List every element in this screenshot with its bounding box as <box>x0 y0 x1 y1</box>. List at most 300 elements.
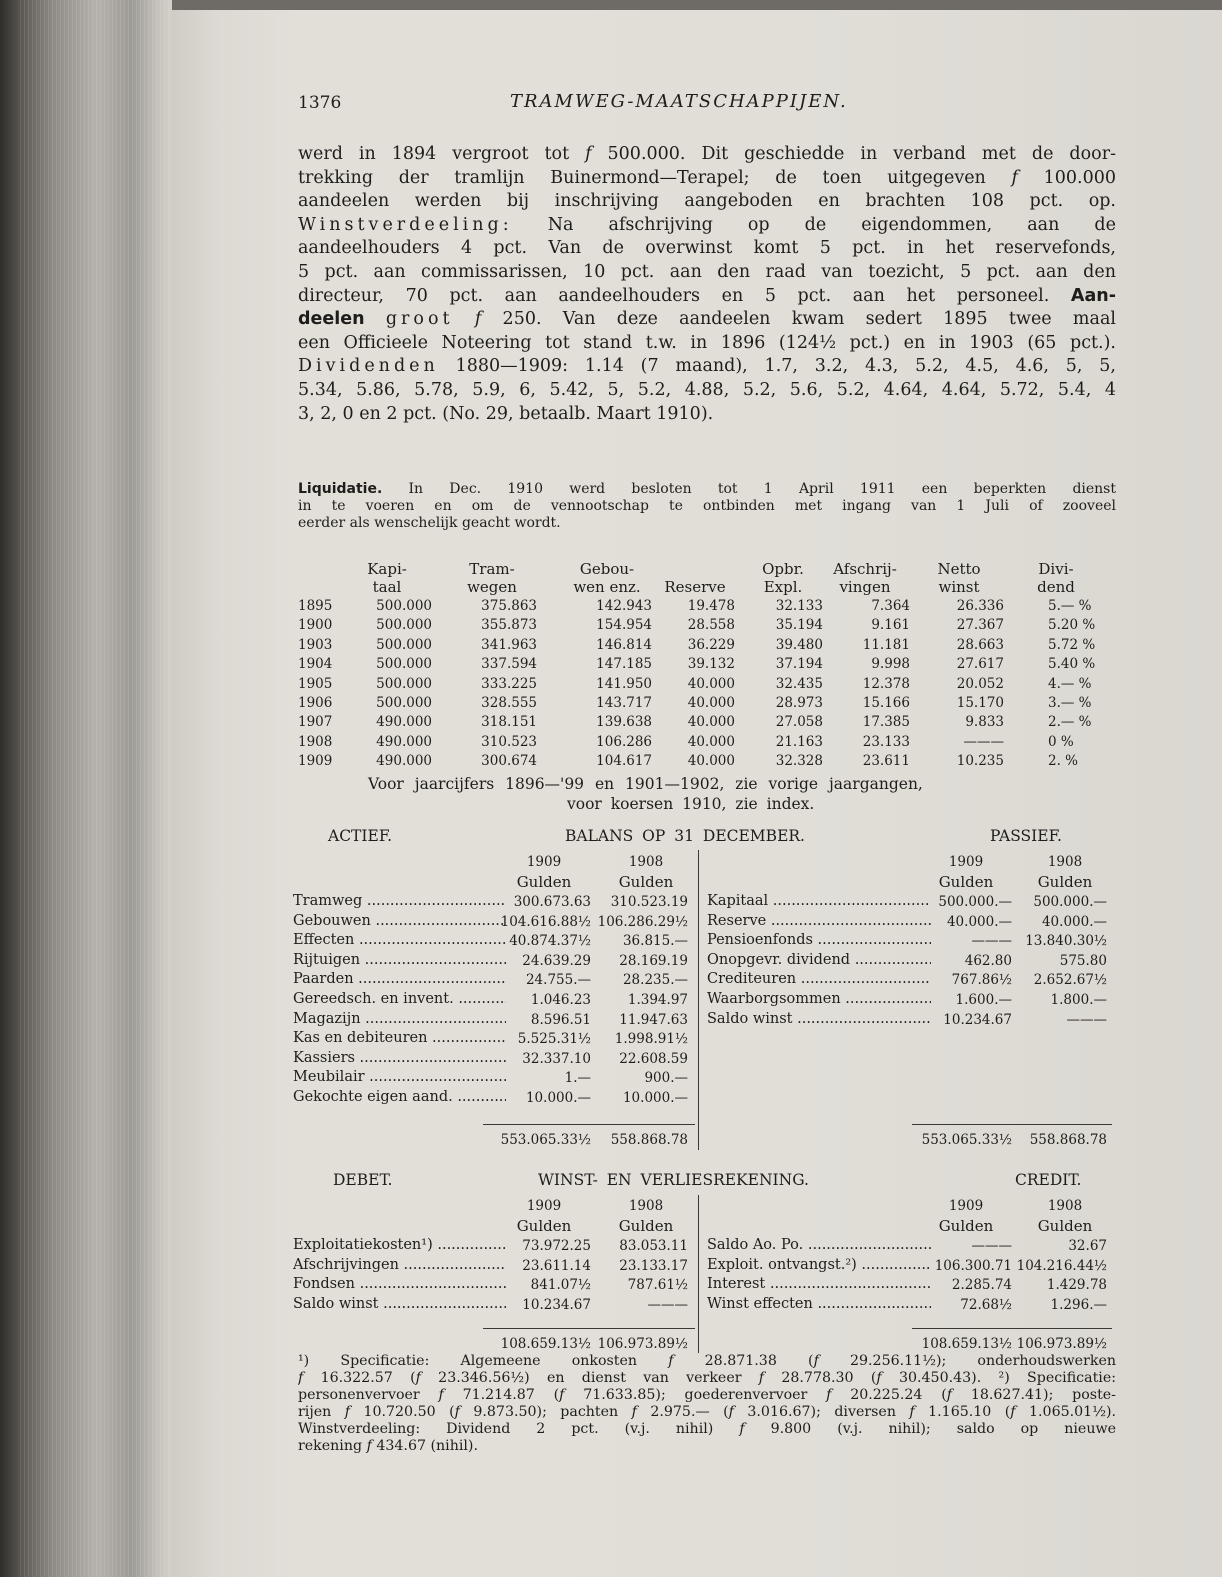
left-heading: ACTIEF. <box>328 827 393 845</box>
column-header: Gebou- <box>579 560 635 578</box>
text-run: f <box>909 1404 915 1420</box>
table-cell: 9.161 <box>871 617 910 634</box>
text-line <box>298 481 1116 498</box>
text-line <box>298 515 1116 532</box>
column-header: vingen <box>839 578 891 596</box>
text-run: een Officieele Noteering tot stand t.w. in 1896 (124½ pct.) en in 1903 (65 pct.). <box>298 332 1116 353</box>
table-cell: 5.72 % <box>1048 636 1096 653</box>
table-cell: 5.20 % <box>1048 617 1096 634</box>
account-label: Crediteuren ..... <box>707 971 931 987</box>
intro-paragraph <box>298 143 1116 426</box>
amount-1909: 5.525.31½ <box>517 1031 591 1048</box>
account-label: Gebouwen ..... <box>293 913 506 929</box>
total: 558.868.78 <box>1029 1132 1107 1148</box>
amount-1909: 24.755.— <box>525 972 591 989</box>
column-header: winst <box>938 578 980 596</box>
amount-1908: 83.053.11 <box>619 1238 688 1254</box>
account-label: Magazijn ..... <box>293 1011 506 1027</box>
table-cell: 500.000 <box>376 695 432 711</box>
text-run: 5.34, 5.86, 5.78, 5.9, 6, 5.42, 5, 5.2, 4.88, 5.2, 5.6, 5.2, 4.64, 4.64, 5.72, 5.4, 4 <box>298 379 1116 400</box>
text-line <box>298 214 1116 238</box>
text-run: f <box>344 1404 350 1420</box>
amount-1908: 1.998.91½ <box>614 1031 688 1048</box>
unit-header: Gulden <box>1037 873 1093 891</box>
amount-1909: 10.000.— <box>525 1090 591 1106</box>
table-cell: 9.998 <box>871 656 910 673</box>
column-header: Afschrij- <box>833 560 897 578</box>
amount-1909: 767.86½ <box>951 972 1012 989</box>
text-run: 100.000 <box>1017 167 1116 188</box>
account-label: Meubilair ..... <box>293 1069 506 1085</box>
table-cell: 23.133 <box>862 733 910 750</box>
text-run: 18.627.41); poste- <box>952 1387 1116 1403</box>
unit-header: Gulden <box>516 873 572 891</box>
text-run: 20.225.24 ( <box>831 1387 947 1403</box>
footnote-line <box>298 1353 1116 1370</box>
table-cell: 310.523 <box>481 733 537 750</box>
text-run: 3.016.67); diversen <box>733 1404 910 1420</box>
total: 553.065.33½ <box>500 1132 591 1148</box>
total-rule <box>483 1328 695 1329</box>
unit-header: Gulden <box>618 873 674 891</box>
table-cell: 500.000 <box>376 675 432 692</box>
table-cell: 35.194 <box>775 617 823 634</box>
amount-1908: 1.394.97 <box>627 992 688 1008</box>
table-cell: 5.— % <box>1048 598 1092 614</box>
text-run <box>365 309 386 329</box>
table-cell: 9.833 <box>965 714 1004 731</box>
account-label: Winst effecten ..... <box>707 1296 931 1312</box>
footnote-line <box>298 1404 1116 1421</box>
amount-1908: 40.000.— <box>1041 913 1107 930</box>
page-number: 1376 <box>298 93 342 113</box>
footnote-line <box>298 1387 1116 1404</box>
text-run: In Dec. 1910 werd besloten tot 1 April 1911 een beperkten dienst <box>382 481 1116 497</box>
amount-1909: 106.300.71 <box>934 1257 1012 1274</box>
table-cell: 318.151 <box>481 714 537 731</box>
unit-header: Gulden <box>1037 1217 1093 1235</box>
row-year: 1903 <box>298 636 333 653</box>
book-spine <box>0 0 175 1577</box>
amount-1908: 1.429.78 <box>1046 1277 1107 1294</box>
amount-1908: 11.947.63 <box>619 1011 688 1028</box>
text-run: 500.000. Dit geschiedde in verband met de door- <box>591 144 1116 164</box>
table-cell: 375.863 <box>481 598 537 614</box>
amount-1908: 22.608.59 <box>619 1050 688 1067</box>
amount-1908: 1.800.— <box>1050 992 1107 1008</box>
text-run: werd in 1894 vergroot tot <box>298 144 586 164</box>
text-run: f <box>474 309 482 330</box>
text-run: f <box>1010 1404 1016 1420</box>
table-cell: 355.873 <box>481 617 537 634</box>
table-cell: 328.555 <box>481 695 537 711</box>
table-cell: 154.954 <box>596 617 652 634</box>
table-cell: 32.328 <box>775 753 823 770</box>
account-label: Interest ..... <box>707 1276 931 1292</box>
column-header: Kapi- <box>367 560 407 578</box>
text-run: Aan- <box>1070 285 1116 306</box>
text-run: f <box>739 1421 745 1437</box>
amount-1909: 10.234.67 <box>522 1296 591 1313</box>
amount-1908: 28.169.19 <box>619 952 688 969</box>
text-run: aandeelen werden bij inschrijving aangeboden en brachten 108 pct. op. <box>298 191 1116 212</box>
total-rule <box>483 1124 695 1125</box>
text-run: 5 pct. aan commissarissen, 10 pct. aan den raad van toezicht, 5 pct. aan den <box>298 261 1116 282</box>
account-label: Exploitatiekosten¹) ..... <box>293 1237 506 1253</box>
account-label: Kassiers ..... <box>293 1050 506 1066</box>
amount-1909: ——— <box>971 933 1012 950</box>
unit-header: Gulden <box>618 1217 674 1235</box>
amount-1909: 462.80 <box>964 952 1012 969</box>
text-run: 71.214.87 ( <box>443 1387 560 1403</box>
amount-1909: 1.600.— <box>955 992 1012 1008</box>
amount-1908: 10.000.— <box>622 1090 688 1106</box>
text-run: 434.67 (nihil). <box>371 1438 478 1454</box>
text-run: 29.256.11½); onderhoudswerken <box>818 1353 1116 1369</box>
amount-1908: 104.216.44½ <box>1016 1257 1107 1274</box>
text-run: 28.778.30 ( <box>764 1370 877 1386</box>
center-divider <box>698 850 699 1150</box>
table-cell: 341.963 <box>481 636 537 653</box>
text-run: 1880—1909: 1.14 (7 maand), 1.7, 3.2, 4.3, 5.2, 4.5, 4.6, 5, 5, <box>438 356 1116 377</box>
text-run: deelen <box>298 309 365 330</box>
text-line <box>298 261 1116 285</box>
text-run: f <box>585 144 592 164</box>
year-header: 1908 <box>1047 1198 1083 1214</box>
account-label: Kas en debiteuren ..... <box>293 1030 506 1046</box>
table-cell: 39.132 <box>687 656 735 673</box>
text-line <box>298 403 1116 427</box>
amount-1909: 10.234.67 <box>943 1011 1012 1028</box>
text-run: eerder als wenschelijk geacht wordt. <box>298 515 561 531</box>
row-year: 1895 <box>298 598 333 614</box>
table-cell: 32.435 <box>775 675 823 692</box>
table-cell: 40.000 <box>687 675 735 692</box>
page-top-edge <box>172 0 1222 10</box>
text-run: 16.322.57 ( <box>303 1370 416 1386</box>
row-year: 1909 <box>298 753 333 770</box>
amount-1909: 23.611.14 <box>522 1257 591 1274</box>
text-run: trekking der tramlijn Buinermond—Terapel; de toen uitgegeven <box>298 167 1012 188</box>
text-line <box>298 167 1116 191</box>
account-label: Onopgevr. dividend ..... <box>707 952 931 968</box>
text-run: f <box>728 1404 734 1420</box>
text-run: 9.873.50); pachten <box>459 1404 632 1420</box>
table-cell: 40.000 <box>687 714 735 731</box>
text-run: 2.975.— ( <box>636 1404 729 1420</box>
table-cell: 5.40 % <box>1048 656 1096 673</box>
row-year: 1906 <box>298 695 333 711</box>
account-label: Fondsen ..... <box>293 1276 506 1292</box>
text-run: f <box>415 1370 421 1386</box>
amount-1908: 310.523.19 <box>610 894 688 910</box>
amount-1908: 1.296.— <box>1050 1296 1107 1313</box>
text-run: f <box>946 1387 953 1403</box>
table-cell: 337.594 <box>481 656 537 673</box>
account-title: BALANS OP 31 DECEMBER. <box>565 827 805 845</box>
year-header: 1909 <box>526 1198 562 1214</box>
table-cell: 143.717 <box>596 695 652 711</box>
text-line <box>298 285 1116 309</box>
table-cell: 40.000 <box>687 753 735 770</box>
year-header: 1908 <box>1047 854 1083 870</box>
liquidation-paragraph <box>298 481 1116 532</box>
footnote-line <box>298 1370 1116 1387</box>
table-cell: 19.478 <box>687 598 735 614</box>
text-run: 250. Van deze aandeelen kwam sedert 1895 twee maal <box>481 309 1116 330</box>
table-cell: 27.058 <box>775 714 823 731</box>
text-run: 3, 2, 0 en 2 pct. (No. 29, betaalb. Maart 1910). <box>298 403 714 424</box>
account-label: Pensioenfonds ..... <box>707 932 931 948</box>
amount-1909: 73.972.25 <box>522 1238 591 1254</box>
total-rule <box>912 1124 1112 1125</box>
amount-1909: 104.616.88½ <box>500 913 591 930</box>
footnote-line <box>298 1421 1116 1438</box>
table-cell: 139.638 <box>596 714 652 731</box>
year-header: 1909 <box>948 854 984 870</box>
account-label: Reserve ..... <box>707 913 931 929</box>
text-run: ¹) Specificatie: Algemeene onkosten <box>298 1353 669 1369</box>
table-cell: 104.617 <box>596 753 652 770</box>
amount-1909: 72.68½ <box>960 1296 1012 1313</box>
text-run: 30.450.43). ²) Specificatie: <box>881 1370 1116 1386</box>
left-heading: DEBET. <box>333 1171 393 1189</box>
row-year: 1905 <box>298 675 333 692</box>
table-cell: 39.480 <box>775 636 823 653</box>
text-run: Winstverdeeling: Dividend 2 pct. (v.j. nihil) <box>298 1421 740 1437</box>
total: 108.659.13½ <box>500 1336 591 1352</box>
amount-1909: 24.639.29 <box>522 952 591 969</box>
amount-1909: 300.673.63 <box>513 894 591 910</box>
amount-1908: 36.815.— <box>622 933 688 950</box>
amount-1908: ——— <box>1066 1011 1107 1028</box>
text-run: 71.633.85); goederenvervoer <box>564 1387 827 1403</box>
table-cell: 4.— % <box>1048 675 1092 692</box>
table-cell: 2.— % <box>1048 714 1092 731</box>
text-run: rekening <box>298 1438 367 1454</box>
text-run: groot <box>385 309 454 330</box>
amount-1908: 2.652.67½ <box>1033 972 1107 989</box>
column-header: wegen <box>467 578 517 596</box>
account-label: Waarborgsommen ..... <box>707 991 931 1007</box>
unit-header: Gulden <box>938 1217 994 1235</box>
text-run: Winstverdeeling: <box>298 214 513 235</box>
account-label: Afschrijvingen ..... <box>293 1257 506 1273</box>
table-cell: 27.617 <box>956 656 1004 673</box>
amount-1908: 32.67 <box>1068 1238 1107 1254</box>
text-run: 10.720.50 ( <box>349 1404 455 1420</box>
table-cell: 12.378 <box>862 675 910 692</box>
total: 106.973.89½ <box>597 1336 688 1352</box>
table-cell: 40.000 <box>687 695 735 711</box>
text-run: Dividenden <box>298 356 439 377</box>
text-run: f <box>1011 167 1018 188</box>
account-label: Saldo winst ..... <box>293 1296 506 1312</box>
text-run: rijen <box>298 1404 345 1420</box>
year-header: 1908 <box>628 1198 664 1214</box>
text-run: f <box>559 1387 565 1403</box>
text-line <box>298 190 1116 214</box>
table-cell: 36.229 <box>687 636 735 653</box>
amount-1908: 900.— <box>644 1070 688 1087</box>
text-line <box>298 237 1116 261</box>
table-cell: 15.166 <box>862 695 910 711</box>
account-label: Saldo Ao. Po. ..... <box>707 1237 931 1253</box>
table-cell: 141.950 <box>596 675 652 692</box>
account-label: Saldo winst ..... <box>707 1011 931 1027</box>
text-run: 23.346.56½) en dienst van verkeer <box>420 1370 759 1386</box>
table-cell: 333.225 <box>481 675 537 692</box>
table-cell: 500.000 <box>376 656 432 673</box>
table-cell: 28.663 <box>956 636 1004 653</box>
table-cell: 20.052 <box>956 675 1004 692</box>
text-run: f <box>813 1353 819 1369</box>
table-cell: 7.364 <box>871 598 910 614</box>
year-header: 1908 <box>628 854 664 870</box>
table-cell: 37.194 <box>775 656 823 673</box>
amount-1908: 575.80 <box>1059 952 1107 969</box>
table-cell: 0 % <box>1048 733 1074 750</box>
column-header: Divi- <box>1038 560 1074 578</box>
table-cell: ——— <box>963 733 1004 750</box>
table-cell: 15.170 <box>956 695 1004 711</box>
row-year: 1904 <box>298 656 333 673</box>
text-run: f <box>366 1438 372 1454</box>
amount-1909: 500.000.— <box>938 894 1012 910</box>
text-run: Na afschrijving op de eigendommen, aan de <box>512 214 1116 235</box>
account-title: WINST- EN VERLIESREKENING. <box>538 1171 809 1189</box>
account-label: Gereedsch. en invent. ..... <box>293 991 506 1007</box>
table-cell: 40.000 <box>687 733 735 750</box>
table-cell: 500.000 <box>376 598 432 614</box>
account-label: Rijtuigen ..... <box>293 952 506 968</box>
table-cell: 490.000 <box>376 753 432 770</box>
table-cell: 147.185 <box>596 656 652 673</box>
table-cell: 28.973 <box>775 695 823 711</box>
text-run: Liquidatie. <box>298 481 383 497</box>
account-label: Kapitaal ..... <box>707 893 931 909</box>
text-run <box>454 309 475 329</box>
column-header: dend <box>1037 578 1075 596</box>
amount-1909: 841.07½ <box>530 1277 591 1294</box>
amount-1909: 40.874.37½ <box>509 933 591 950</box>
table-cell: 27.367 <box>956 617 1004 634</box>
account-label: Gekochte eigen aand. ..... <box>293 1089 506 1105</box>
column-header: Netto <box>937 560 981 578</box>
account-label: Tramweg ..... <box>293 893 506 909</box>
text-run: f <box>438 1387 444 1403</box>
amount-1909: 8.596.51 <box>530 1011 591 1028</box>
total: 106.973.89½ <box>1016 1336 1107 1352</box>
column-header: Expl. <box>763 578 803 596</box>
column-header: Tram- <box>469 560 515 578</box>
row-year: 1907 <box>298 714 333 731</box>
footnote-line <box>298 1438 1116 1455</box>
table-cell: 21.163 <box>775 733 823 750</box>
text-run: aandeelhouders 4 pct. Van de overwinst komt 5 pct. in het reservefonds, <box>298 238 1116 259</box>
amount-1909: 1.— <box>564 1070 591 1087</box>
table-cell: 490.000 <box>376 733 432 750</box>
amount-1909: 32.337.10 <box>522 1050 591 1067</box>
table-cell: 32.133 <box>775 598 823 614</box>
text-run: f <box>876 1370 882 1386</box>
page-title: TRAMWEG-MAATSCHAPPIJEN. <box>510 91 848 112</box>
account-label: Exploit. ontvangst.²) ..... <box>707 1257 931 1273</box>
amount-1908: 787.61½ <box>627 1277 688 1294</box>
total-rule <box>912 1328 1112 1329</box>
total: 108.659.13½ <box>921 1336 1012 1352</box>
text-line <box>298 332 1116 356</box>
text-line <box>298 308 1116 332</box>
text-run: in te voeren en om de vennootschap te ontbinden met ingang van 1 Juli of zooveel <box>298 498 1116 514</box>
amount-1908: 23.133.17 <box>619 1257 688 1274</box>
table-cell: 300.674 <box>481 753 537 770</box>
amount-1908: 106.286.29½ <box>597 913 688 930</box>
table-note: Voor jaarcijfers 1896—'99 en 1901—1902, zie vorige jaargangen, <box>368 775 923 793</box>
unit-header: Gulden <box>516 1217 572 1235</box>
table-cell: 490.000 <box>376 714 432 731</box>
column-header: wen enz. <box>573 578 641 596</box>
row-year: 1900 <box>298 617 333 634</box>
center-divider <box>698 1195 699 1353</box>
table-cell: 23.611 <box>862 753 910 770</box>
text-line <box>298 143 1116 167</box>
amount-1908: 13.840.30½ <box>1025 933 1107 950</box>
table-cell: 3.— % <box>1048 695 1092 711</box>
amount-1908: ——— <box>647 1296 688 1313</box>
total: 558.868.78 <box>610 1132 688 1148</box>
table-note: voor koersen 1910, zie index. <box>567 795 815 813</box>
table-cell: 28.558 <box>687 617 735 634</box>
table-cell: 500.000 <box>376 636 432 653</box>
text-run: f <box>826 1387 832 1403</box>
text-run: f <box>298 1370 304 1386</box>
text-line <box>298 379 1116 403</box>
table-cell: 17.385 <box>862 714 910 731</box>
column-header: Reserve <box>664 578 726 596</box>
amount-1909: 1.046.23 <box>530 992 591 1008</box>
table-cell: 142.943 <box>596 598 652 614</box>
footnotes <box>298 1353 1116 1455</box>
year-header: 1909 <box>948 1198 984 1214</box>
text-line <box>298 355 1116 379</box>
total: 553.065.33½ <box>921 1132 1012 1148</box>
table-cell: 2. % <box>1048 753 1078 770</box>
text-run: f <box>668 1353 674 1369</box>
text-run: f <box>631 1404 637 1420</box>
amount-1909: 2.285.74 <box>951 1277 1012 1294</box>
amount-1908: 28.235.— <box>622 972 688 989</box>
table-cell: 146.814 <box>596 636 652 653</box>
text-run: 28.871.38 ( <box>673 1353 814 1369</box>
row-year: 1908 <box>298 733 333 750</box>
table-cell: 500.000 <box>376 617 432 634</box>
text-run: 9.800 (v.j. nihil); saldo op nieuwe <box>744 1421 1116 1437</box>
year-header: 1909 <box>526 854 562 870</box>
account-label: Paarden ..... <box>293 971 506 987</box>
table-cell: 106.286 <box>596 733 652 750</box>
text-run: 1.065.01½). <box>1015 1404 1116 1420</box>
account-label: Effecten ..... <box>293 932 506 948</box>
text-run: f <box>454 1404 460 1420</box>
right-heading: CREDIT. <box>1015 1171 1082 1189</box>
unit-header: Gulden <box>938 873 994 891</box>
text-run: personenvervoer <box>298 1387 439 1403</box>
column-header: taal <box>372 578 402 596</box>
table-cell: 11.181 <box>862 636 910 653</box>
text-run: 1.165.10 ( <box>914 1404 1011 1420</box>
column-header: Opbr. <box>762 560 804 578</box>
